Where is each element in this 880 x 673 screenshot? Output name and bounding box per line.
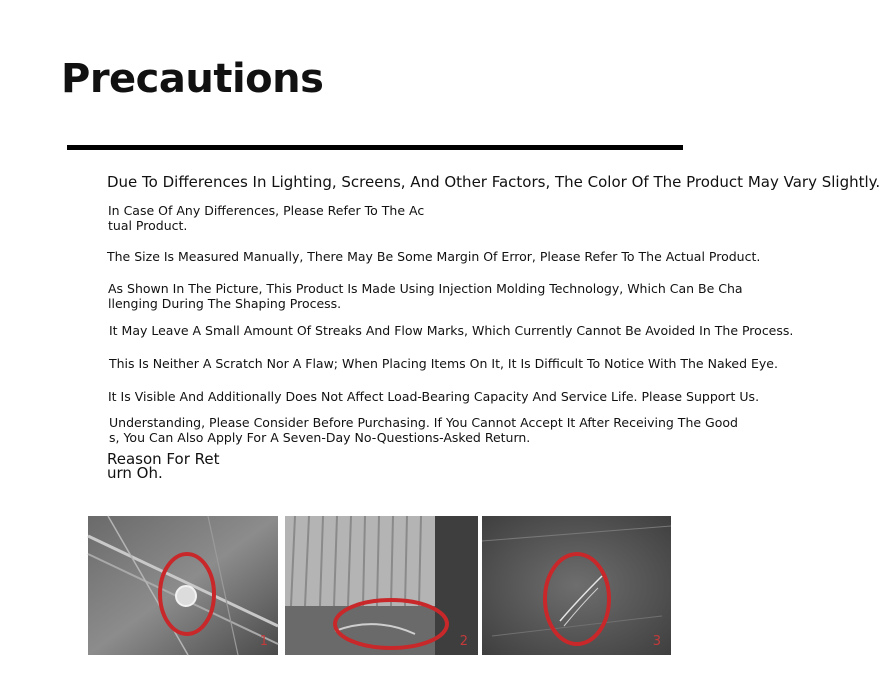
note-refer-actual-line-1: In Case Of Any Differences, Please Refer To The Ac [108, 203, 425, 218]
note-refer-actual-line-2: tual Product. [108, 218, 188, 233]
note-return-policy-line-2: s, You Can Also Apply For A Seven-Day No-Questions-Asked Return. [109, 430, 531, 445]
return-reason-line-1: Reason For Ret [107, 450, 220, 468]
image-1-caption [131, 491, 256, 515]
image-3-number: 3 [652, 634, 661, 649]
note-size-measured: The Size Is Measured Manually, There May Be Some Margin Of Error, Please Refer To The Actual Product. [107, 249, 761, 264]
note-no-effect-service-life: It Is Visible And Additionally Does Not Affect Load-Bearing Capacity And Service Life. Please Support Us. [108, 389, 760, 404]
enlarged-image-injection-port [88, 516, 278, 655]
image-2-caption [330, 490, 464, 514]
page-title: Precautions [61, 56, 324, 102]
note-streaks-flow-marks: It May Leave A Small Amount Of Streaks And Flow Marks, Which Currently Cannot Be Avoided In The Process. [109, 323, 794, 338]
note-not-a-flaw: This Is Neither A Scratch Nor A Flaw; When Placing Items On It, It Is Difficult To Notice With The Naked Eye. [109, 356, 778, 371]
note-injection-molding-line-2: llenging During The Shaping Process. [108, 296, 342, 311]
image-1-number: 1 [259, 634, 268, 649]
return-reason-line-2: urn Oh. [107, 464, 163, 482]
enlarged-image-minor-scratches [482, 516, 671, 655]
note-injection-molding-line-1: As Shown In The Picture, This Product Is Made Using Injection Molding Technology, Which Can Be Cha [108, 281, 743, 296]
note-return-policy-line-1: Understanding, Please Consider Before Purchasing. If You Cannot Accept It After Receiving The Good [109, 415, 738, 430]
image-3-caption [533, 492, 643, 516]
enlarged-image-irregular-texture [285, 516, 478, 655]
title-divider [67, 145, 683, 150]
note-color-variation: Due To Differences In Lighting, Screens, And Other Factors, The Color Of The Product May Vary Slightly. [107, 173, 880, 191]
image-2-number: 2 [459, 634, 468, 649]
